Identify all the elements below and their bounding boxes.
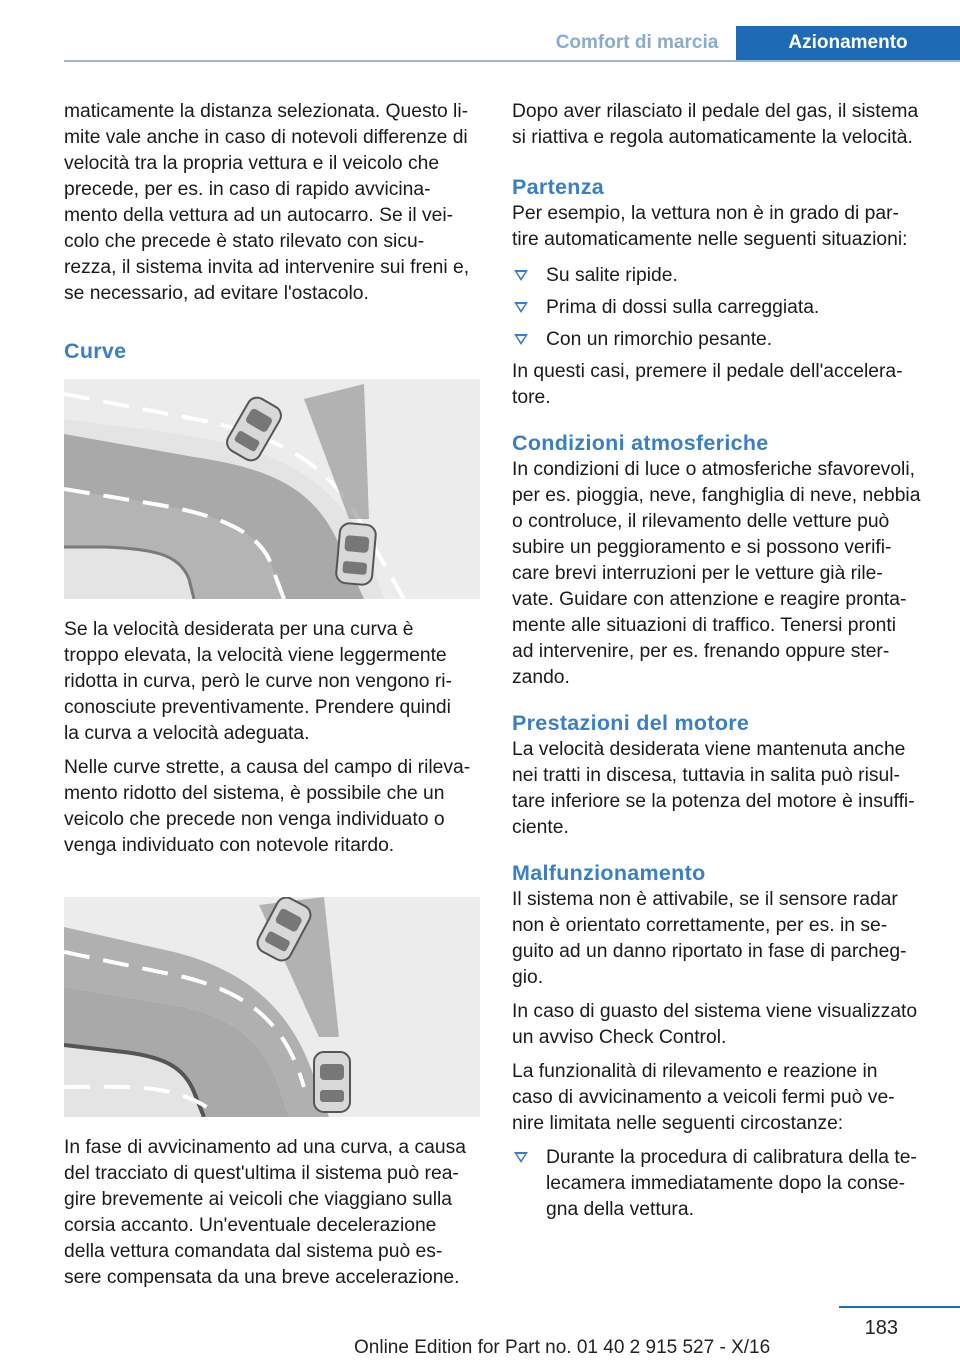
page-number: 183 (864, 1317, 898, 1339)
bullet-triangle-icon (514, 334, 528, 345)
header-section-tab[interactable]: Comfort di marcia (555, 32, 719, 53)
list-item: Durante la procedura di calibratura della te- lecamera immediatamente dopo la conse- gna della vettura. (512, 1145, 928, 1223)
paragraph-check-control: In caso di guasto del sistema viene visualizzato un avviso Check Control. (512, 1001, 918, 1048)
paragraph-lane-vehicles: In fase di avvicinamento ad una curva, a causa del tracciato di quest'ultima il sistema può rea- gire brevemente ai veicoli che viaggiano sulla corsia accanto. Un'eventuale decelerazione della vettura comandata dal sistema può es- sere compensata da una breve accelerazione. (64, 1137, 466, 1288)
curve-illustration-2 (64, 897, 480, 1117)
paragraph-tight-curves: Nelle curve strette, a causa del campo di rileva- mento ridotto del sistema, è possibile che un veicolo che precede non venga individuato o venga individuato con notevole ritardo. (64, 757, 471, 856)
paragraph-start-situations: Per esempio, la vettura non è in grado di par- tire automaticamente nelle seguenti situazioni: (512, 203, 908, 250)
heading-partenza: Partenza (512, 175, 605, 199)
limitation-list (512, 1145, 928, 1223)
list-item: Con un rimorchio pesante. (512, 327, 928, 353)
paragraph-stationary: La funzionalità di rilevamento e reazione in caso di avvicinamento a veicoli fermi può ve- nire limitata nelle seguenti circostanze: (512, 1061, 895, 1134)
paragraph-radar: Il sistema non è attivabile, se il sensore radar non è orientato correttamente, per es. in se- guito ad un danno riportato in fase di parcheg- gio. (512, 889, 907, 988)
heading-malfunzionamento: Malfunzionamento (512, 861, 706, 885)
intro-paragraph: maticamente la distanza selezionata. Questo li- mite vale anche in caso di notevoli differenze di velocità tra la propria vettura e il veicolo che precede, per es. in caso di rapido avvicina- mento della vettura ad un autocarro. Se il vei- colo che precede è stato rilevato con sicu- rezza, il sistema invita ad intervenire sui freni e, se necessario, ad evitare l'ostacolo. (64, 101, 470, 304)
footer-divider (839, 1306, 960, 1308)
bullet-triangle-icon (514, 302, 528, 313)
left-column (64, 99, 480, 1299)
right-column (512, 99, 928, 1229)
header-chapter-tab[interactable]: Azionamento (736, 26, 960, 60)
edition-footer: Online Edition for Part no. 01 40 2 915 527 - X/16 (354, 1337, 771, 1358)
paragraph-curve-speed: Se la velocità desiderata per una curva è troppo elevata, la velocità viene leggermente ridotta in curva, però le curve non vengono ri- conosciute preventivamente. Prendere quindi la curva a velocità adeguata. (64, 619, 452, 744)
heading-prestazioni: Prestazioni del motore (512, 711, 750, 735)
header-divider (64, 60, 960, 62)
paragraph-accelerator: In questi casi, premere il pedale dell'accelera- tore. (512, 361, 903, 408)
heading-curve: Curve (64, 339, 127, 363)
bullet-triangle-icon (514, 1152, 528, 1163)
heading-condizioni: Condizioni atmosferiche (512, 431, 769, 455)
start-situations-list (512, 263, 928, 353)
curve-illustration-1 (64, 379, 480, 599)
paragraph-reactivate: Dopo aver rilasciato il pedale del gas, il sistema si riattiva e regola automaticamente la velocità. (512, 101, 919, 148)
list-item: Su salite ripide. (512, 263, 928, 289)
bullet-triangle-icon (514, 270, 528, 281)
paragraph-weather: In condizioni di luce o atmosferiche sfavorevoli, per es. pioggia, neve, fanghiglia di neve, nebbia o controluce, il rilevamento delle vetture può subire un peggioramento e si possono verifi- care brevi interruzioni per le vetture già rile- vate. Guidare con attenzione e reagire pronta- mente alle situazioni di traffico. Tenersi pronti ad intervenire, per es. frenando oppure ster- zando. (512, 459, 921, 688)
paragraph-engine: La velocità desiderata viene mantenuta anche nei tratti in discesa, tuttavia in salita può risul- tare inferiore se la potenza del motore è insuffi- ciente. (512, 739, 915, 838)
list-item: Prima di dossi sulla carreggiata. (512, 295, 928, 321)
